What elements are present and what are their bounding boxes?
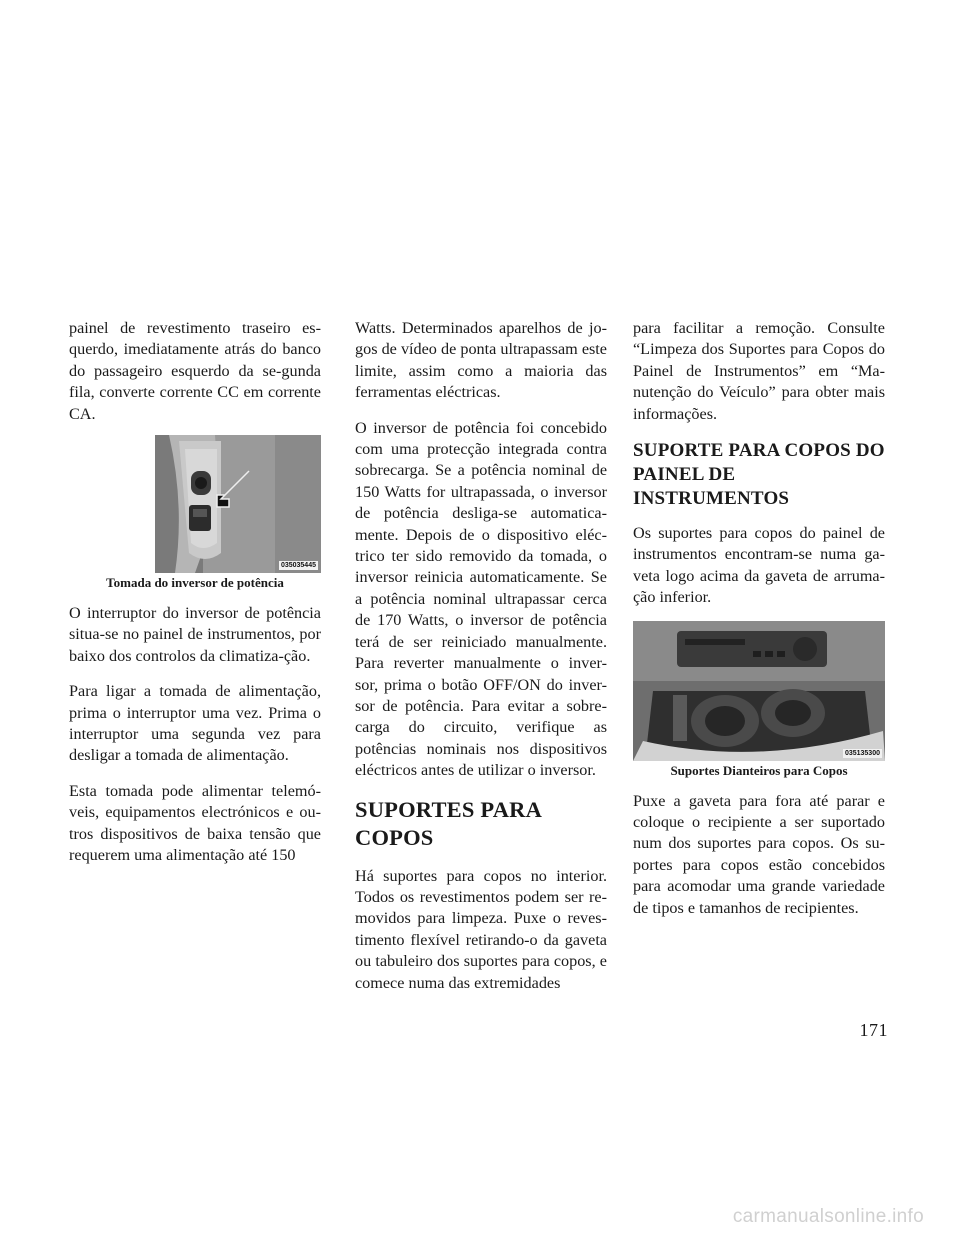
cup-holders-photo [633,621,885,761]
section-heading: SUPORTES PARA COPOS [355,796,541,850]
section-heading: SUPORTE PARA COPOS DO PAINEL DE INSTRUMENTOS [633,440,885,510]
paragraph: Watts. Determinados aparelhos de jo-gos de vídeo de ponta ultrapassam este limite, assim como a maioria das ferramentas eléctricas. [355,319,607,402]
paragraph: para facilitar a remoção. Consulte “Limpeza dos Suportes para Copos do Painel de Instrumentos” em “Ma-nutenção do Veículo” para obter mais informações. [633,319,885,423]
column-2 [355,318,607,1008]
paragraph: Os suportes para copos do painel de instrumentos encontram-se numa ga-veta logo acima da gaveta de arruma-ção inferior. [633,524,885,607]
page-number: 171 [859,1020,888,1040]
paragraph: O inversor de potência foi concebido com uma protecção integrada contra sobrecarga. Se a potência nominal de 150 Watts for ultrapassada, o inversor de potência desliga-se automatica-mente. Depois de o dispositivo eléc-trico ter sido removido da tomada, o inversor reinicia automaticamente. Se a potência nominal ultrapassar cerca de 170 Watts, o inversor de potência terá de ser reiniciado manualmente. Para reverter manualmente o inver-sor, prima o botão OFF/ON do inver-sor de potência. Para evitar a sobre-carga do circuito, verifique as potências nominais nos dispositivos eléctricos antes de utilizar o inversor. [355,418,607,780]
figure-caption: Tomada do inversor de potência [106,575,284,591]
paragraph: Há suportes para copos no interior. Todos os revestimentos podem ser re-movidos para limpeza. Puxe o reves-timento flexível retirando-o da gaveta ou tabuleiro dos suportes para copos, e comece numa das extremidades [355,866,607,992]
paragraph: O interruptor do inversor de potência situa-se no painel de instrumentos, por baixo dos controlos da climatiza-ção. [69,604,321,665]
figure-code: 035035445 [280,562,316,570]
outlet-photo-graphic [155,435,321,573]
figure-caption: Suportes Dianteiros para Copos [670,762,848,778]
figure-code: 035135300 [844,749,880,757]
column-1 [69,318,321,881]
paragraph: Puxe a gaveta para fora até parar e coloque o recipiente a ser suportado num dos suportes para copos. Os su-portes para copos estão concebidos para acomodar uma grande variedade de tipos e tamanhos de recipientes. [633,791,885,917]
paragraph: painel de revestimento traseiro es-querdo, imediatamente atrás do banco do passageiro esquerdo da se-gunda fila, converte corrente CC em corrente CA. [69,319,321,423]
paragraph: Para ligar a tomada de alimentação, prima o interruptor uma vez. Prima o interruptor uma segunda vez para desligar a tomada de alimentação. [69,682,321,765]
column-3 [633,318,885,933]
power-inverter-outlet-photo [155,435,321,573]
paragraph: Esta tomada pode alimentar telemó-veis, equipamentos electrónicos e ou-tros dispositivos de baixa tensão que requerem uma alimentação até 150 [69,781,321,865]
cup-holders-graphic [633,621,885,761]
watermark: carmanualsonline.info [732,1206,924,1227]
